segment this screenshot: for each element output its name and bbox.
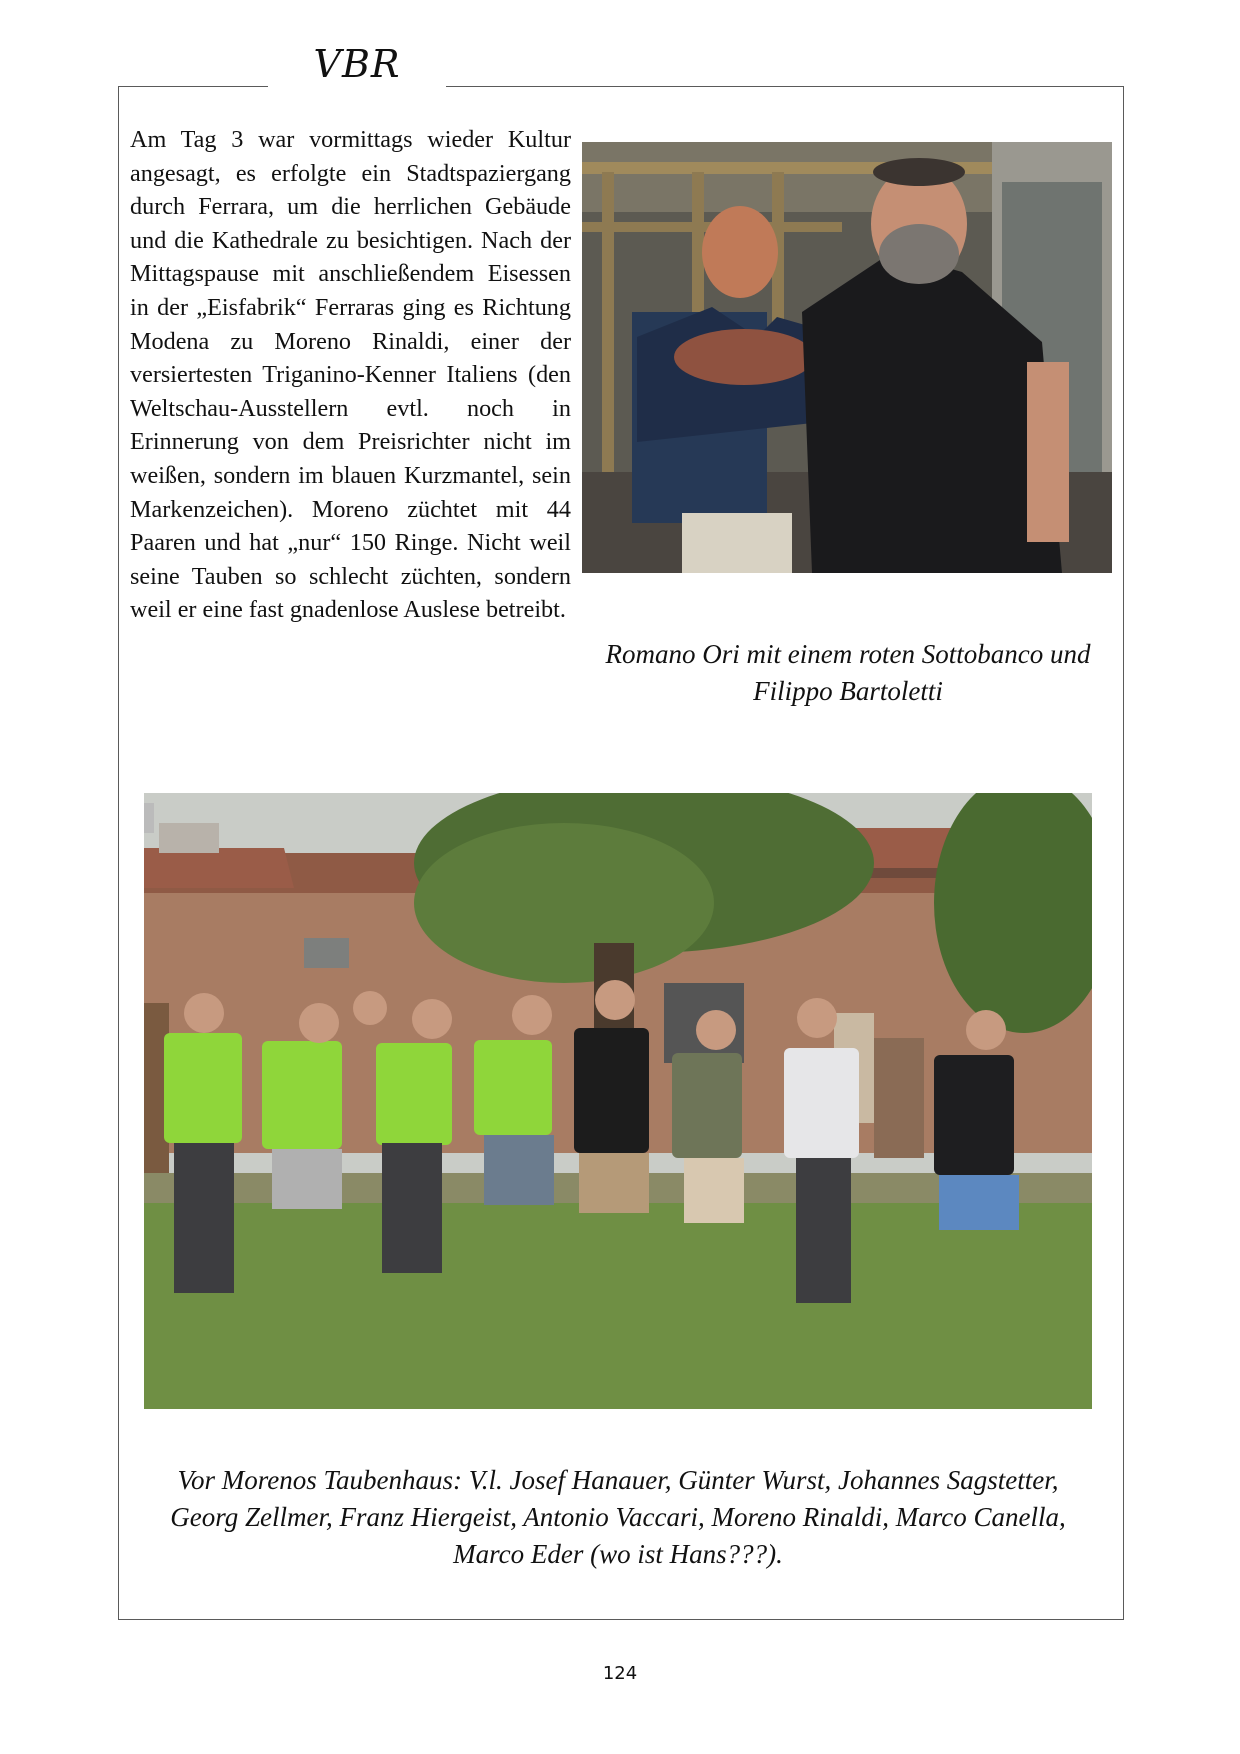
photo-caption-2: Vor Morenos Taubenhaus: V.l. Josef Hanauer, Günter Wurst, Johannes Sagstetter, Georg Zellmer, Franz Hiergeist, Antonio Vaccari, Moreno Rinaldi, Marco Canella, Marco Eder (wo ist Hans???). (170, 1465, 1066, 1569)
vbr-logo: VBR (313, 42, 401, 86)
photo-group-taubenhaus (144, 793, 1092, 1409)
photo-pigeon-breeders (582, 142, 1112, 573)
photo-caption-1: Romano Ori mit einem roten Sottobanco und Filippo Bartoletti (605, 639, 1091, 706)
page-number: 124 (602, 1663, 638, 1684)
article-paragraph: Am Tag 3 war vormittags wieder Kultur angesagt, es erfolgte ein Stadtspaziergang durch Ferrara, um die herrlichen Gebäude und die Kathedrale zu besichtigen. Nach der Mittagspause mit anschließendem Eisessen in der „Eisfabrik“ Ferraras ging es Richtung Modena zu Moreno Rinaldi, einer der versiertesten Triganino-Kenner Italiens (den Weltschau-Ausstellern evtl. noch in Erinnerung von dem Preisrichter nicht im weißen, sondern im blauen Kurzmantel, sein Markenzeichen). Moreno züchtet mit 44 Paaren und hat „nur“ 150 Ringe. Nicht weil seine Tauben so schlecht züchten, sondern weil er eine fast gnadenlose Auslese betreibt. (130, 126, 571, 624)
